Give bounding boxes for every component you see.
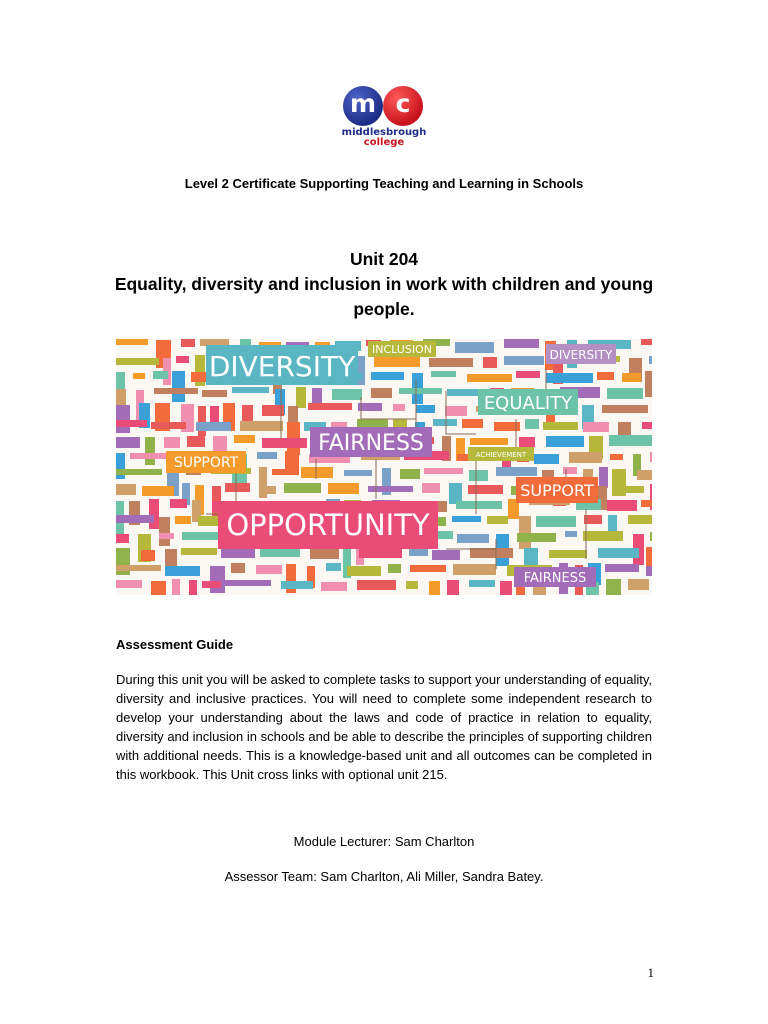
color-block: [240, 421, 283, 431]
color-block: [261, 486, 276, 494]
color-block: [359, 549, 402, 558]
color-block: [598, 548, 639, 558]
color-block: [281, 581, 313, 589]
color-block: [628, 515, 652, 524]
color-block: [116, 515, 154, 523]
color-block: [496, 467, 537, 476]
color-block: [234, 435, 255, 443]
color-block: [563, 467, 577, 474]
color-block: [445, 406, 467, 416]
color-block: [145, 437, 155, 465]
color-block: [176, 356, 189, 363]
color-block: [650, 452, 652, 462]
color-block: [172, 371, 185, 402]
color-block: [606, 579, 621, 595]
color-block: [542, 470, 554, 477]
color-block: [262, 438, 307, 448]
color-block: [332, 389, 362, 400]
color-block: [116, 358, 159, 365]
color-block: [388, 564, 401, 573]
color-block: [393, 404, 405, 411]
word-equality: EQUALITY: [483, 393, 573, 414]
color-block: [296, 387, 306, 408]
color-block: [602, 405, 648, 413]
color-block: [650, 532, 652, 541]
logo-c-circle: c: [383, 86, 423, 126]
color-block: [468, 485, 503, 494]
color-block: [189, 580, 197, 595]
assessor-team: Assessor Team: Sam Charlton, Ali Miller, Sandra Batey.: [224, 869, 544, 884]
color-block: [116, 405, 130, 433]
color-block: [519, 516, 531, 549]
color-block: [400, 469, 420, 479]
page-number: 1: [647, 965, 654, 980]
color-block: [371, 372, 404, 380]
color-block: [202, 390, 227, 397]
logo-name-line1: middlesbrough: [341, 127, 427, 138]
color-block: [210, 566, 225, 593]
color-block: [455, 342, 494, 353]
color-block: [232, 387, 269, 393]
color-block: [534, 454, 559, 464]
color-block: [599, 467, 608, 488]
color-block: [116, 565, 161, 571]
color-block: [429, 358, 473, 367]
color-block: [645, 371, 652, 397]
color-block: [272, 469, 291, 475]
unit-heading: [110, 247, 658, 322]
color-block: [225, 483, 250, 492]
color-block: [457, 534, 489, 543]
color-block: [371, 388, 392, 398]
word-opportunity: OPPORTUNITY: [226, 508, 430, 542]
color-block: [565, 531, 577, 537]
color-block: [116, 420, 147, 427]
word-fairness-small: FAIRNESS: [523, 571, 587, 586]
color-block: [607, 388, 643, 399]
color-block: [347, 566, 381, 576]
color-block: [449, 483, 462, 504]
color-block: [543, 422, 578, 430]
color-block: [583, 422, 609, 432]
color-block: [165, 566, 200, 576]
color-block: [257, 452, 277, 459]
color-block: [487, 516, 508, 524]
color-block: [410, 565, 446, 572]
color-block: [467, 374, 512, 382]
color-block: [170, 499, 187, 508]
color-block: [609, 435, 652, 446]
color-block: [116, 469, 162, 475]
color-block: [198, 406, 206, 436]
color-block: [525, 419, 539, 429]
unit-number: Unit 204: [349, 249, 419, 269]
color-block: [469, 580, 495, 587]
color-block: [116, 534, 129, 543]
color-block: [151, 581, 166, 595]
color-block: [610, 454, 623, 460]
color-block: [453, 564, 496, 575]
color-block: [406, 581, 418, 589]
color-block: [612, 486, 644, 493]
word-achievement: ACHIEVEMENT: [475, 451, 527, 459]
color-block: [175, 516, 191, 524]
certificate-title: Level 2 Certificate Supporting Teaching and Learning in Schools: [184, 176, 584, 191]
color-block: [310, 548, 339, 559]
color-block: [549, 550, 587, 558]
word-cloud-graphic: [116, 339, 652, 595]
color-block: [116, 484, 136, 495]
color-block: [432, 550, 460, 560]
word-support-left: SUPPORT: [173, 455, 239, 471]
color-block: [569, 452, 602, 463]
word-fairness-mid: FAIRNESS: [318, 431, 424, 456]
color-block: [116, 339, 148, 345]
assessment-guide-body: During this unit you will be asked to complete tasks to support your understanding of equality, diversity and inclusive practices. You will need to complete some independent research to develop your understanding about the laws and code of practice in relation to equality, diversity and inclusion in schools and be able to describe the principles of supporting children with additional needs. This is a knowledge-based unit and all outcomes can be completed in this workbook. This Unit cross links with optional unit 215.: [116, 672, 652, 782]
color-block: [429, 581, 440, 595]
color-block: [116, 437, 140, 448]
color-block: [519, 437, 535, 447]
color-block: [470, 438, 508, 445]
color-block: [344, 470, 372, 476]
color-block: [642, 422, 652, 429]
word-support-right: SUPPORT: [520, 481, 594, 500]
color-block: [516, 371, 540, 378]
color-block: [231, 563, 245, 573]
color-block: [536, 516, 576, 527]
color-block: [284, 483, 321, 493]
color-block: [326, 563, 341, 571]
module-lecturer: Module Lecturer: Sam Charlton: [293, 834, 475, 849]
color-block: [409, 548, 428, 556]
color-block: [321, 582, 347, 591]
color-block: [422, 483, 440, 493]
color-block: [225, 580, 271, 586]
color-block: [200, 339, 229, 346]
color-block: [641, 500, 652, 507]
color-block: [301, 467, 333, 478]
logo-name-line2: college: [363, 137, 405, 148]
color-block: [116, 580, 142, 588]
color-block: [646, 566, 652, 576]
color-block: [116, 453, 125, 479]
color-block: [649, 356, 652, 364]
color-block: [431, 371, 456, 377]
color-block: [605, 564, 639, 572]
color-block: [202, 581, 221, 588]
color-block: [447, 580, 459, 595]
color-block: [399, 388, 442, 394]
color-block: [504, 339, 539, 348]
assessment-guide-heading: Assessment Guide: [116, 637, 234, 652]
color-block: [452, 516, 481, 522]
color-block: [181, 548, 217, 555]
color-block: [149, 499, 159, 529]
color-block: [583, 531, 623, 541]
color-block: [260, 549, 300, 557]
color-block: [159, 533, 174, 539]
color-block: [328, 483, 359, 494]
color-block: [628, 579, 649, 590]
color-block: [141, 550, 155, 561]
color-block: [447, 389, 483, 396]
color-block: [133, 373, 145, 379]
color-block: [483, 357, 497, 368]
color-block: [546, 436, 584, 447]
color-block: [424, 468, 463, 474]
color-block: [433, 419, 457, 426]
color-block: [504, 356, 544, 365]
unit-title: Equality, diversity and inclusion in work with children and young people.: [114, 274, 654, 319]
college-logo: [338, 86, 430, 158]
color-block: [469, 470, 488, 481]
color-block: [154, 388, 198, 394]
color-block: [456, 501, 502, 509]
color-block: [151, 422, 186, 429]
color-block: [584, 515, 602, 524]
color-block: [159, 517, 170, 546]
color-block: [546, 373, 593, 383]
word-inclusion: INCLUSION: [372, 343, 432, 356]
word-cloud-banner: [116, 339, 652, 595]
color-block: [462, 419, 483, 428]
color-block: [597, 372, 614, 380]
color-block: [308, 403, 352, 410]
word-diversity-small: DIVERSITY: [549, 348, 613, 362]
word-diversity-big: DIVERSITY: [208, 350, 356, 383]
color-block: [172, 579, 180, 595]
color-block: [357, 580, 396, 590]
color-block: [142, 486, 174, 496]
color-block: [187, 436, 205, 447]
color-block: [416, 405, 435, 413]
color-block: [637, 470, 652, 480]
color-block: [182, 532, 222, 540]
color-block: [607, 500, 637, 511]
color-block: [517, 533, 556, 542]
color-block: [196, 422, 231, 431]
color-block: [622, 373, 641, 382]
color-block: [368, 486, 413, 492]
color-block: [164, 437, 180, 448]
logo-m-circle: m: [343, 86, 383, 126]
color-block: [500, 581, 512, 595]
color-block: [641, 339, 652, 345]
color-block: [153, 371, 168, 379]
color-block: [374, 356, 420, 367]
color-block: [256, 565, 282, 574]
color-block: [358, 403, 382, 411]
color-block: [181, 339, 195, 347]
